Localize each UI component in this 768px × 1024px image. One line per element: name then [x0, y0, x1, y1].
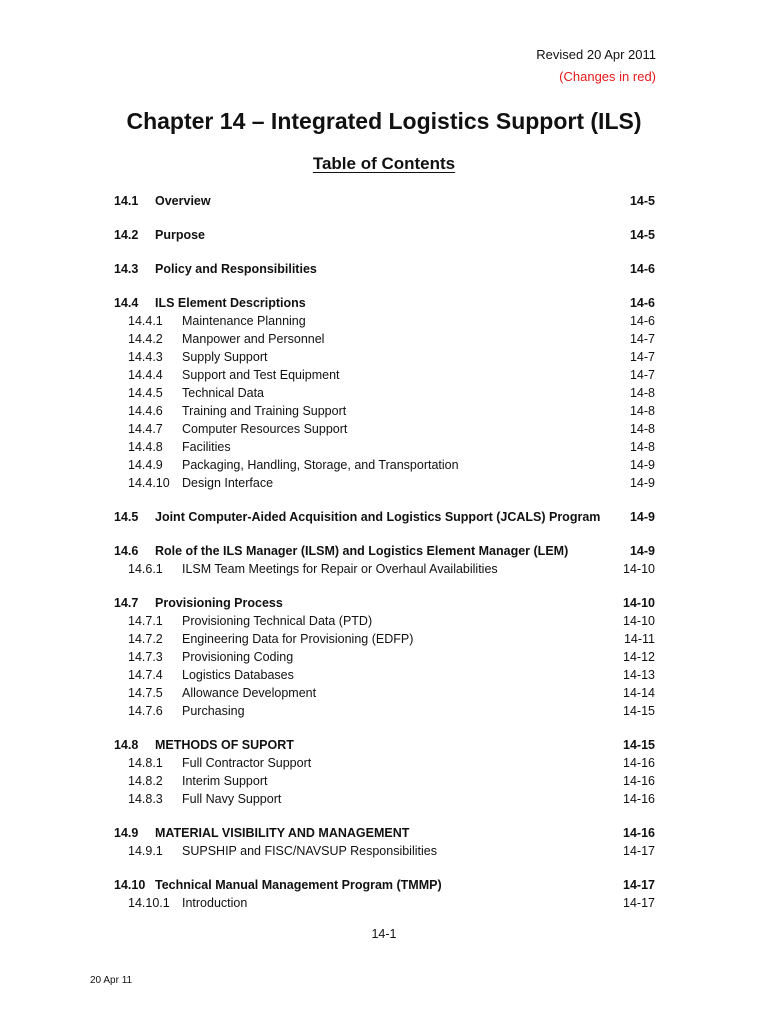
toc-subsection-row — [114, 366, 655, 384]
toc-label: ILS Element Descriptions — [155, 296, 306, 310]
toc-page: 14-12 — [623, 650, 655, 664]
toc-number: 14.4.7 — [128, 422, 163, 436]
toc-subsection-row — [114, 402, 655, 420]
toc-page: 14-17 — [623, 844, 655, 858]
toc-page: 14-6 — [629, 296, 655, 310]
toc-page: 14-5 — [629, 194, 655, 208]
toc-label: Joint Computer-Aided Acquisition and Logistics Support (JCALS) Program — [155, 510, 601, 524]
toc-subsection-row — [114, 842, 655, 860]
toc-section-row — [114, 594, 655, 612]
toc-number: 14.8 — [114, 738, 139, 752]
toc-number: 14.5 — [114, 510, 139, 524]
toc-section-row — [114, 508, 655, 526]
toc-page: 14-9 — [629, 510, 655, 524]
toc-label: SUPSHIP and FISC/NAVSUP Responsibilities — [182, 844, 437, 858]
toc-page: 14-13 — [623, 668, 655, 682]
toc-section-row — [114, 824, 655, 842]
toc-label: Purpose — [155, 228, 206, 242]
revised-date: Revised 20 Apr 2011 — [536, 47, 656, 62]
toc-number: 14.3 — [114, 262, 139, 276]
toc-label: MATERIAL VISIBILITY AND MANAGEMENT — [155, 826, 410, 840]
toc-label: Allowance Development — [182, 686, 317, 700]
toc-label: Provisioning Technical Data (PTD) — [182, 614, 373, 628]
toc-page: 14-7 — [629, 368, 655, 382]
toc-number: 14.4.5 — [128, 386, 163, 400]
toc-number: 14.1 — [114, 194, 139, 208]
footer-date: 20 Apr 11 — [90, 975, 133, 986]
toc-number: 14.7 — [114, 596, 139, 610]
toc-page: 14-11 — [623, 632, 655, 646]
toc-page: 14-15 — [623, 738, 655, 752]
table-of-contents — [114, 192, 655, 912]
toc-number: 14.4 — [114, 296, 139, 310]
toc-page: 14-16 — [623, 756, 655, 770]
toc-label: Introduction — [182, 896, 248, 910]
toc-page: 14-5 — [629, 228, 655, 242]
toc-number: 14.7.3 — [128, 650, 163, 664]
toc-page: 14-10 — [623, 596, 655, 610]
toc-number: 14.7.6 — [128, 704, 163, 718]
toc-label: Supply Support — [182, 350, 268, 364]
toc-label: Interim Support — [182, 774, 268, 788]
toc-subsection-row — [114, 790, 655, 808]
toc-label: Full Navy Support — [182, 792, 282, 806]
toc-label: Design Interface — [182, 476, 274, 490]
toc-label: ILSM Team Meetings for Repair or Overhaul Availabilities — [182, 562, 498, 576]
toc-subsection-row — [114, 894, 655, 912]
toc-subsection-row — [114, 684, 655, 702]
toc-number: 14.4.8 — [128, 440, 163, 454]
toc-number: 14.6 — [114, 544, 139, 558]
toc-number: 14.6.1 — [128, 562, 163, 576]
toc-number: 14.4.10 — [128, 476, 170, 490]
toc-label: Role of the ILS Manager (ILSM) and Logistics Element Manager (LEM) — [155, 544, 569, 558]
toc-section-row — [114, 226, 655, 244]
toc-label: Engineering Data for Provisioning (EDFP) — [182, 632, 414, 646]
toc-number: 14.4.1 — [128, 314, 163, 328]
toc-section-row — [114, 736, 655, 754]
toc-number: 14.4.6 — [128, 404, 163, 418]
page-number: 14-1 — [371, 927, 397, 941]
toc-number: 14.8.1 — [128, 756, 163, 770]
toc-subsection-row — [114, 630, 655, 648]
toc-label: Overview — [155, 194, 211, 208]
toc-label: Provisioning Coding — [182, 650, 294, 664]
toc-number: 14.7.4 — [128, 668, 163, 682]
toc-label: Full Contractor Support — [182, 756, 312, 770]
toc-subsection-row — [114, 754, 655, 772]
toc-label: Training and Training Support — [182, 404, 347, 418]
toc-subsection-row — [114, 666, 655, 684]
toc-number: 14.8.3 — [128, 792, 163, 806]
toc-page: 14-9 — [629, 458, 655, 472]
toc-subsection-row — [114, 612, 655, 630]
toc-label: Packaging, Handling, Storage, and Transportation — [182, 458, 459, 472]
toc-number: 14.4.4 — [128, 368, 163, 382]
toc-subsection-row — [114, 474, 655, 492]
toc-heading-text: Table of Contents — [312, 154, 456, 173]
toc-heading — [0, 154, 768, 174]
toc-number: 14.8.2 — [128, 774, 163, 788]
toc-page: 14-8 — [629, 440, 655, 454]
toc-page: 14-10 — [623, 614, 655, 628]
toc-number: 14.4.2 — [128, 332, 163, 346]
toc-page: 14-15 — [623, 704, 655, 718]
toc-number: 14.9 — [114, 826, 139, 840]
toc-page: 14-16 — [623, 774, 655, 788]
toc-label: Logistics Databases — [182, 668, 294, 682]
toc-subsection-row — [114, 330, 655, 348]
toc-page: 14-16 — [623, 792, 655, 806]
toc-page: 14-7 — [629, 350, 655, 364]
toc-page: 14-16 — [623, 826, 655, 840]
toc-label: Technical Manual Management Program (TMMP) — [155, 878, 442, 892]
toc-page: 14-8 — [629, 386, 655, 400]
toc-section-row — [114, 542, 655, 560]
toc-page: 14-8 — [629, 422, 655, 436]
toc-number: 14.10 — [114, 878, 146, 892]
toc-section-row — [114, 192, 655, 210]
toc-number: 14.7.2 — [128, 632, 163, 646]
toc-subsection-row — [114, 772, 655, 790]
toc-page: 14-9 — [629, 476, 655, 490]
toc-subsection-row — [114, 438, 655, 456]
toc-page: 14-6 — [629, 262, 655, 276]
toc-label: Policy and Responsibilities — [155, 262, 317, 276]
toc-label: Maintenance Planning — [182, 314, 306, 328]
chapter-title: Chapter 14 – Integrated Logistics Support (ILS) — [126, 108, 642, 134]
toc-subsection-row — [114, 648, 655, 666]
toc-page: 14-8 — [629, 404, 655, 418]
toc-section-row — [114, 294, 655, 312]
toc-subsection-row — [114, 312, 655, 330]
toc-label: METHODS OF SUPORT — [155, 738, 294, 752]
toc-page: 14-9 — [629, 544, 655, 558]
toc-label: Support and Test Equipment — [182, 368, 340, 382]
toc-subsection-row — [114, 456, 655, 474]
toc-label: Computer Resources Support — [182, 422, 348, 436]
toc-label: Manpower and Personnel — [182, 332, 325, 346]
toc-number: 14.10.1 — [128, 896, 170, 910]
toc-subsection-row — [114, 384, 655, 402]
toc-page: 14-17 — [623, 878, 655, 892]
toc-page: 14-10 — [623, 562, 655, 576]
toc-label: Provisioning Process — [155, 596, 283, 610]
toc-label: Purchasing — [182, 704, 245, 718]
toc-subsection-row — [114, 420, 655, 438]
toc-subsection-row — [114, 560, 655, 578]
toc-number: 14.4.3 — [128, 350, 163, 364]
toc-number: 14.9.1 — [128, 844, 163, 858]
toc-number: 14.2 — [114, 228, 139, 242]
toc-page: 14-7 — [629, 332, 655, 346]
toc-label: Technical Data — [182, 386, 264, 400]
toc-section-row — [114, 260, 655, 278]
toc-number: 14.7.5 — [128, 686, 163, 700]
changes-note: (Changes in red) — [559, 69, 656, 84]
toc-subsection-row — [114, 348, 655, 366]
toc-page: 14-6 — [629, 314, 655, 328]
toc-label: Facilities — [182, 440, 231, 454]
toc-section-row — [114, 876, 655, 894]
toc-subsection-row — [114, 702, 655, 720]
toc-page: 14-17 — [623, 896, 655, 910]
toc-number: 14.4.9 — [128, 458, 163, 472]
toc-number: 14.7.1 — [128, 614, 163, 628]
toc-page: 14-14 — [623, 686, 655, 700]
